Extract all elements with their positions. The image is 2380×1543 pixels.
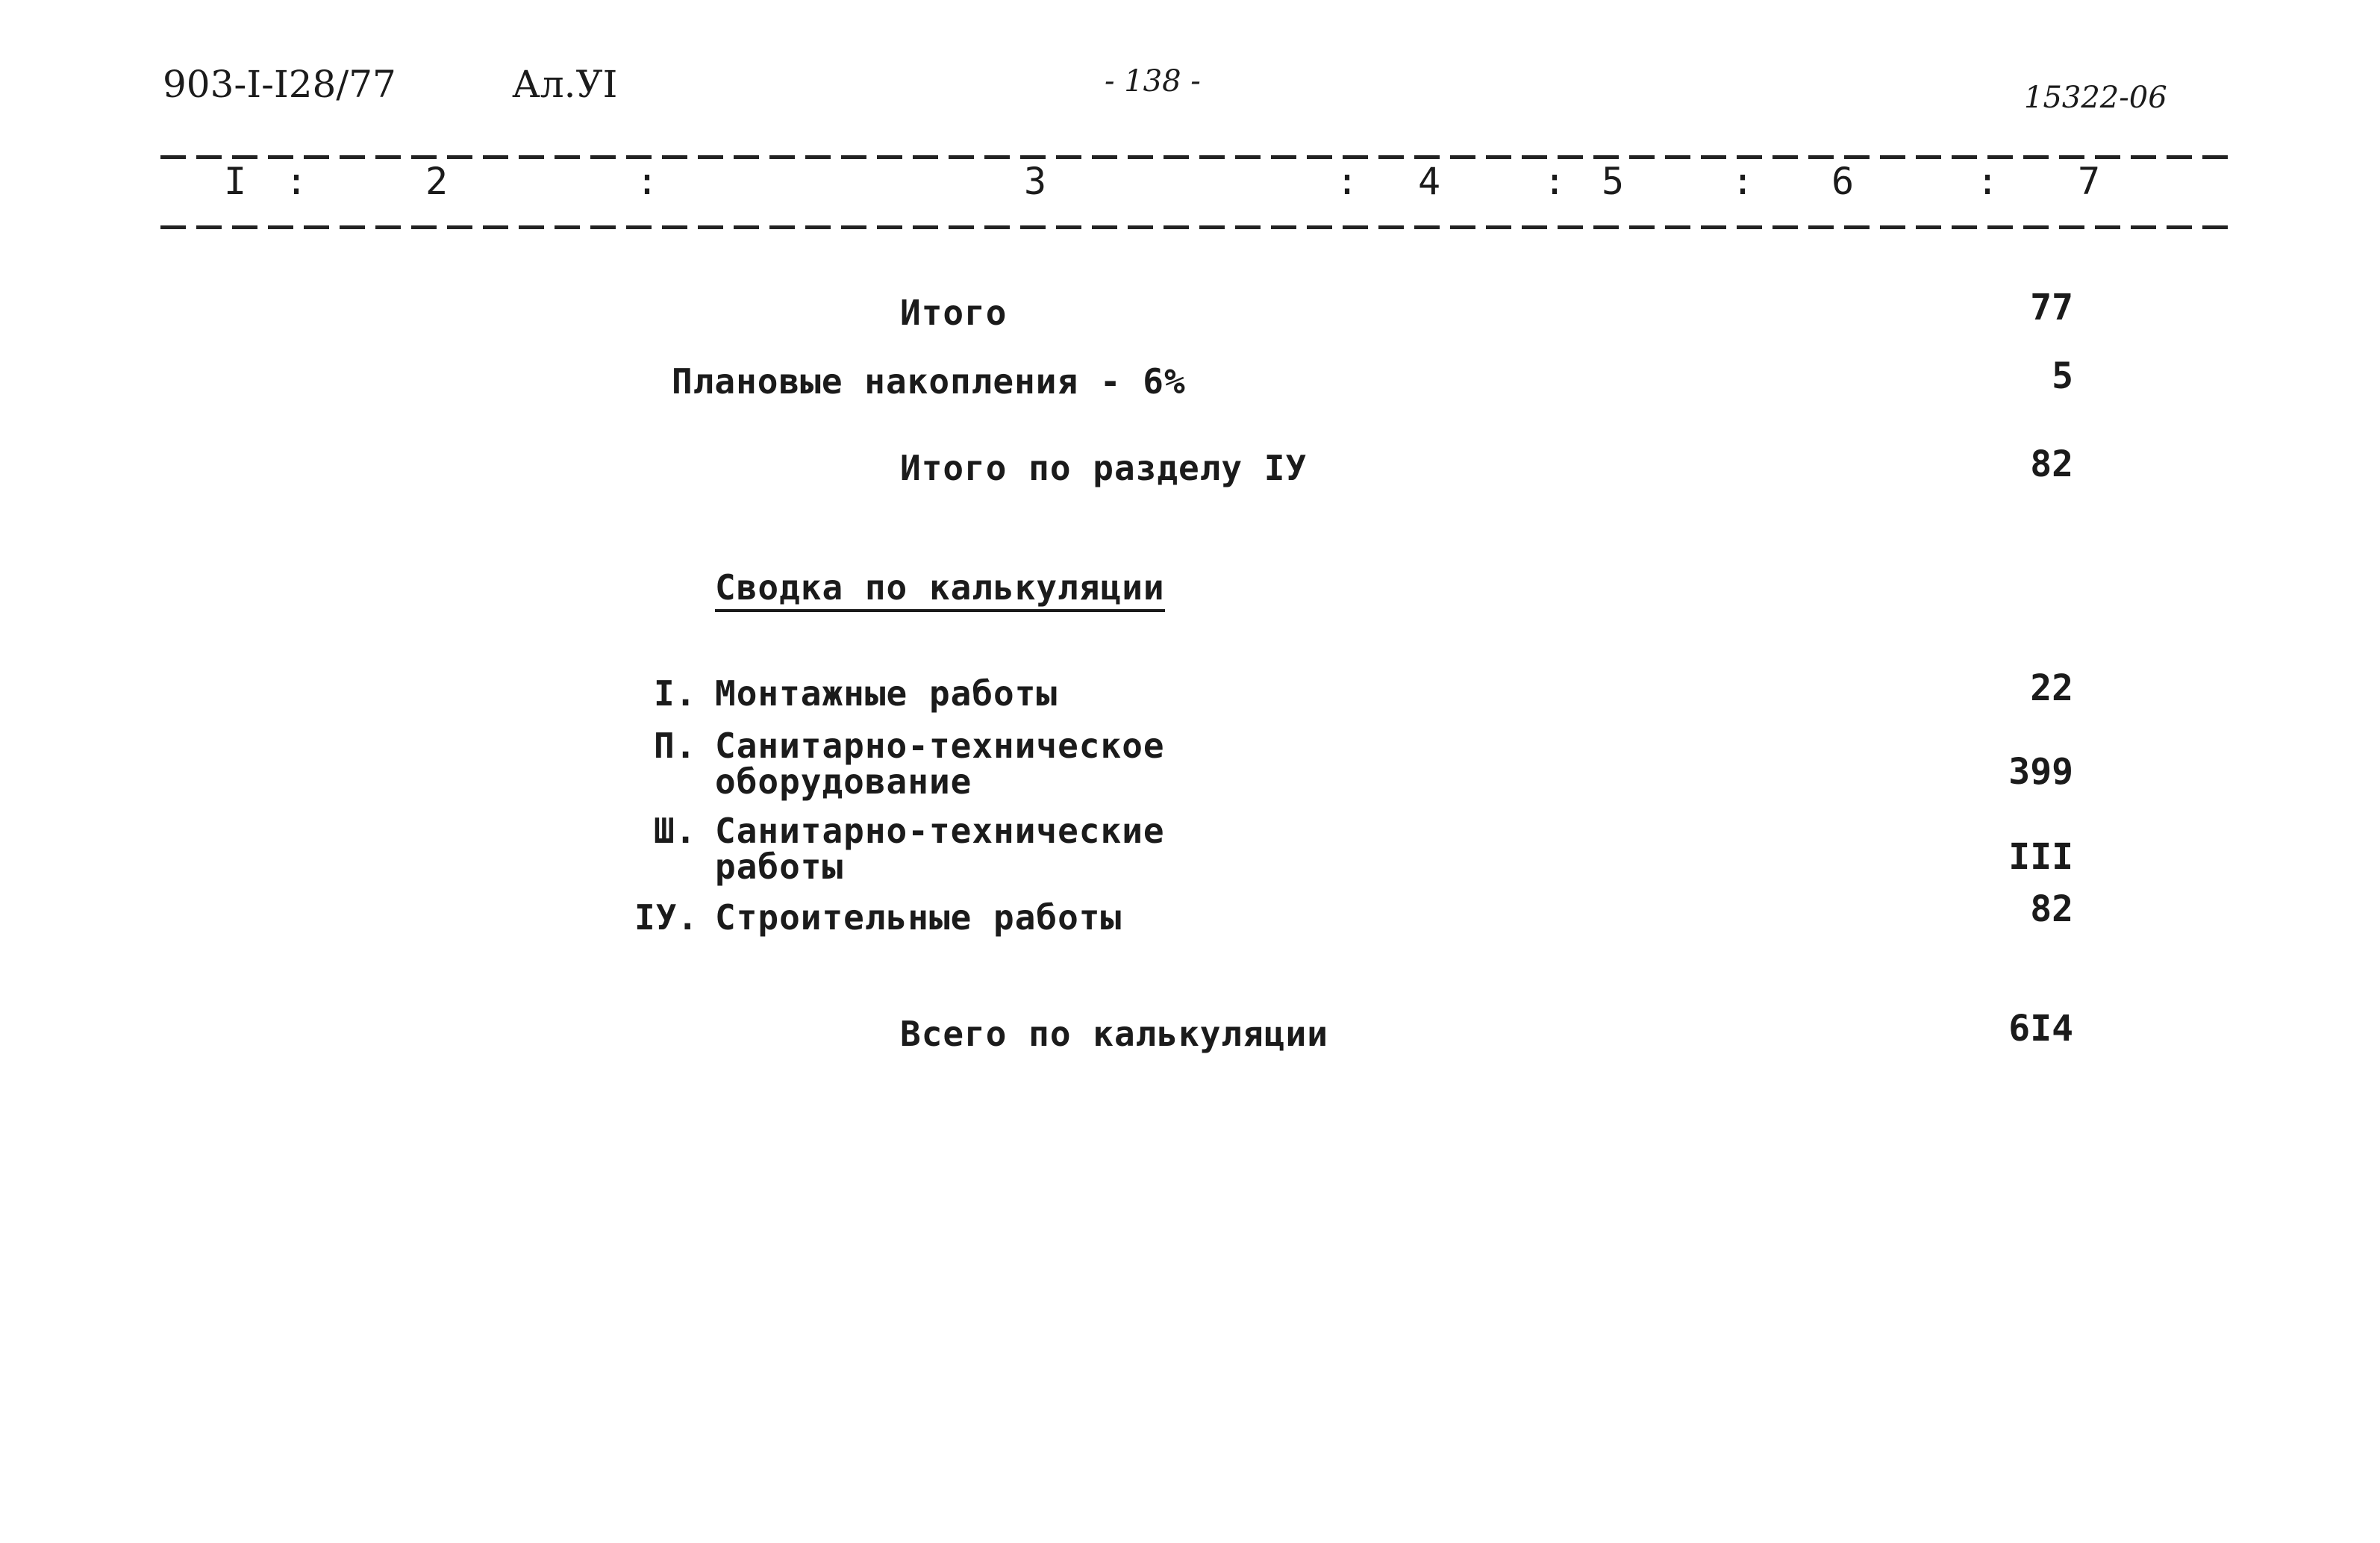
summary-item-value: 82 [2030,888,2073,930]
summary-item-label-continued: работы [715,847,844,887]
document-code: 903-I-I28/77 [163,63,396,106]
column-header-top-rule [160,155,2235,159]
column-separator: : [1976,160,1999,203]
column-separator: : [285,160,308,203]
column-number-6: 6 [1831,160,1855,203]
summary-item-value: 22 [2030,667,2073,709]
column-number-7: 7 [2078,160,2101,203]
summary-item-label: Санитарно-техническое [715,726,1165,766]
grand-total-value: 6I4 [2008,1008,2073,1050]
album-number: Ал.УI [512,63,618,106]
column-header-bottom-rule [160,225,2235,229]
column-number-5: 5 [1602,160,1625,203]
column-separator: : [1731,160,1755,203]
summary-item-label: Монтажные работы [715,673,1058,714]
summary-item-value: III [2008,836,2073,878]
summary-item-label-continued: оборудование [715,761,972,802]
summary-item-number: IУ. [634,897,699,938]
summary-item-number: П. [654,726,697,766]
column-number-2: 2 [425,160,449,203]
column-separator: : [636,160,659,203]
summary-item-value: 399 [2008,751,2073,793]
summary-item-label: Санитарно-технические [715,811,1165,851]
page-number: - 138 - [1105,64,1201,99]
summary-item-number: I. [654,673,697,714]
column-number-1: I [224,160,247,203]
section-total-label: Итого по разделу IУ [900,448,1308,488]
grand-total-label: Всего по калькуляции [900,1014,1328,1054]
column-separator: : [1543,160,1567,203]
section-total-value: 82 [2030,443,2073,485]
column-number-3: 3 [1024,160,1047,203]
handwritten-reference: 15322-06 [2024,81,2167,115]
subtotal-label: Итого [900,293,1008,333]
subtotal-value: 77 [2030,287,2073,328]
planned-savings-label: Плановые накопления - 6% [672,361,1186,402]
summary-item-number: Ш. [654,811,697,851]
column-number-4: 4 [1418,160,1441,203]
column-separator: : [1336,160,1359,203]
planned-savings-value: 5 [2052,355,2073,397]
summary-item-label: Строительные работы [715,897,1122,938]
summary-heading: Сводка по калькуляции [715,567,1165,612]
